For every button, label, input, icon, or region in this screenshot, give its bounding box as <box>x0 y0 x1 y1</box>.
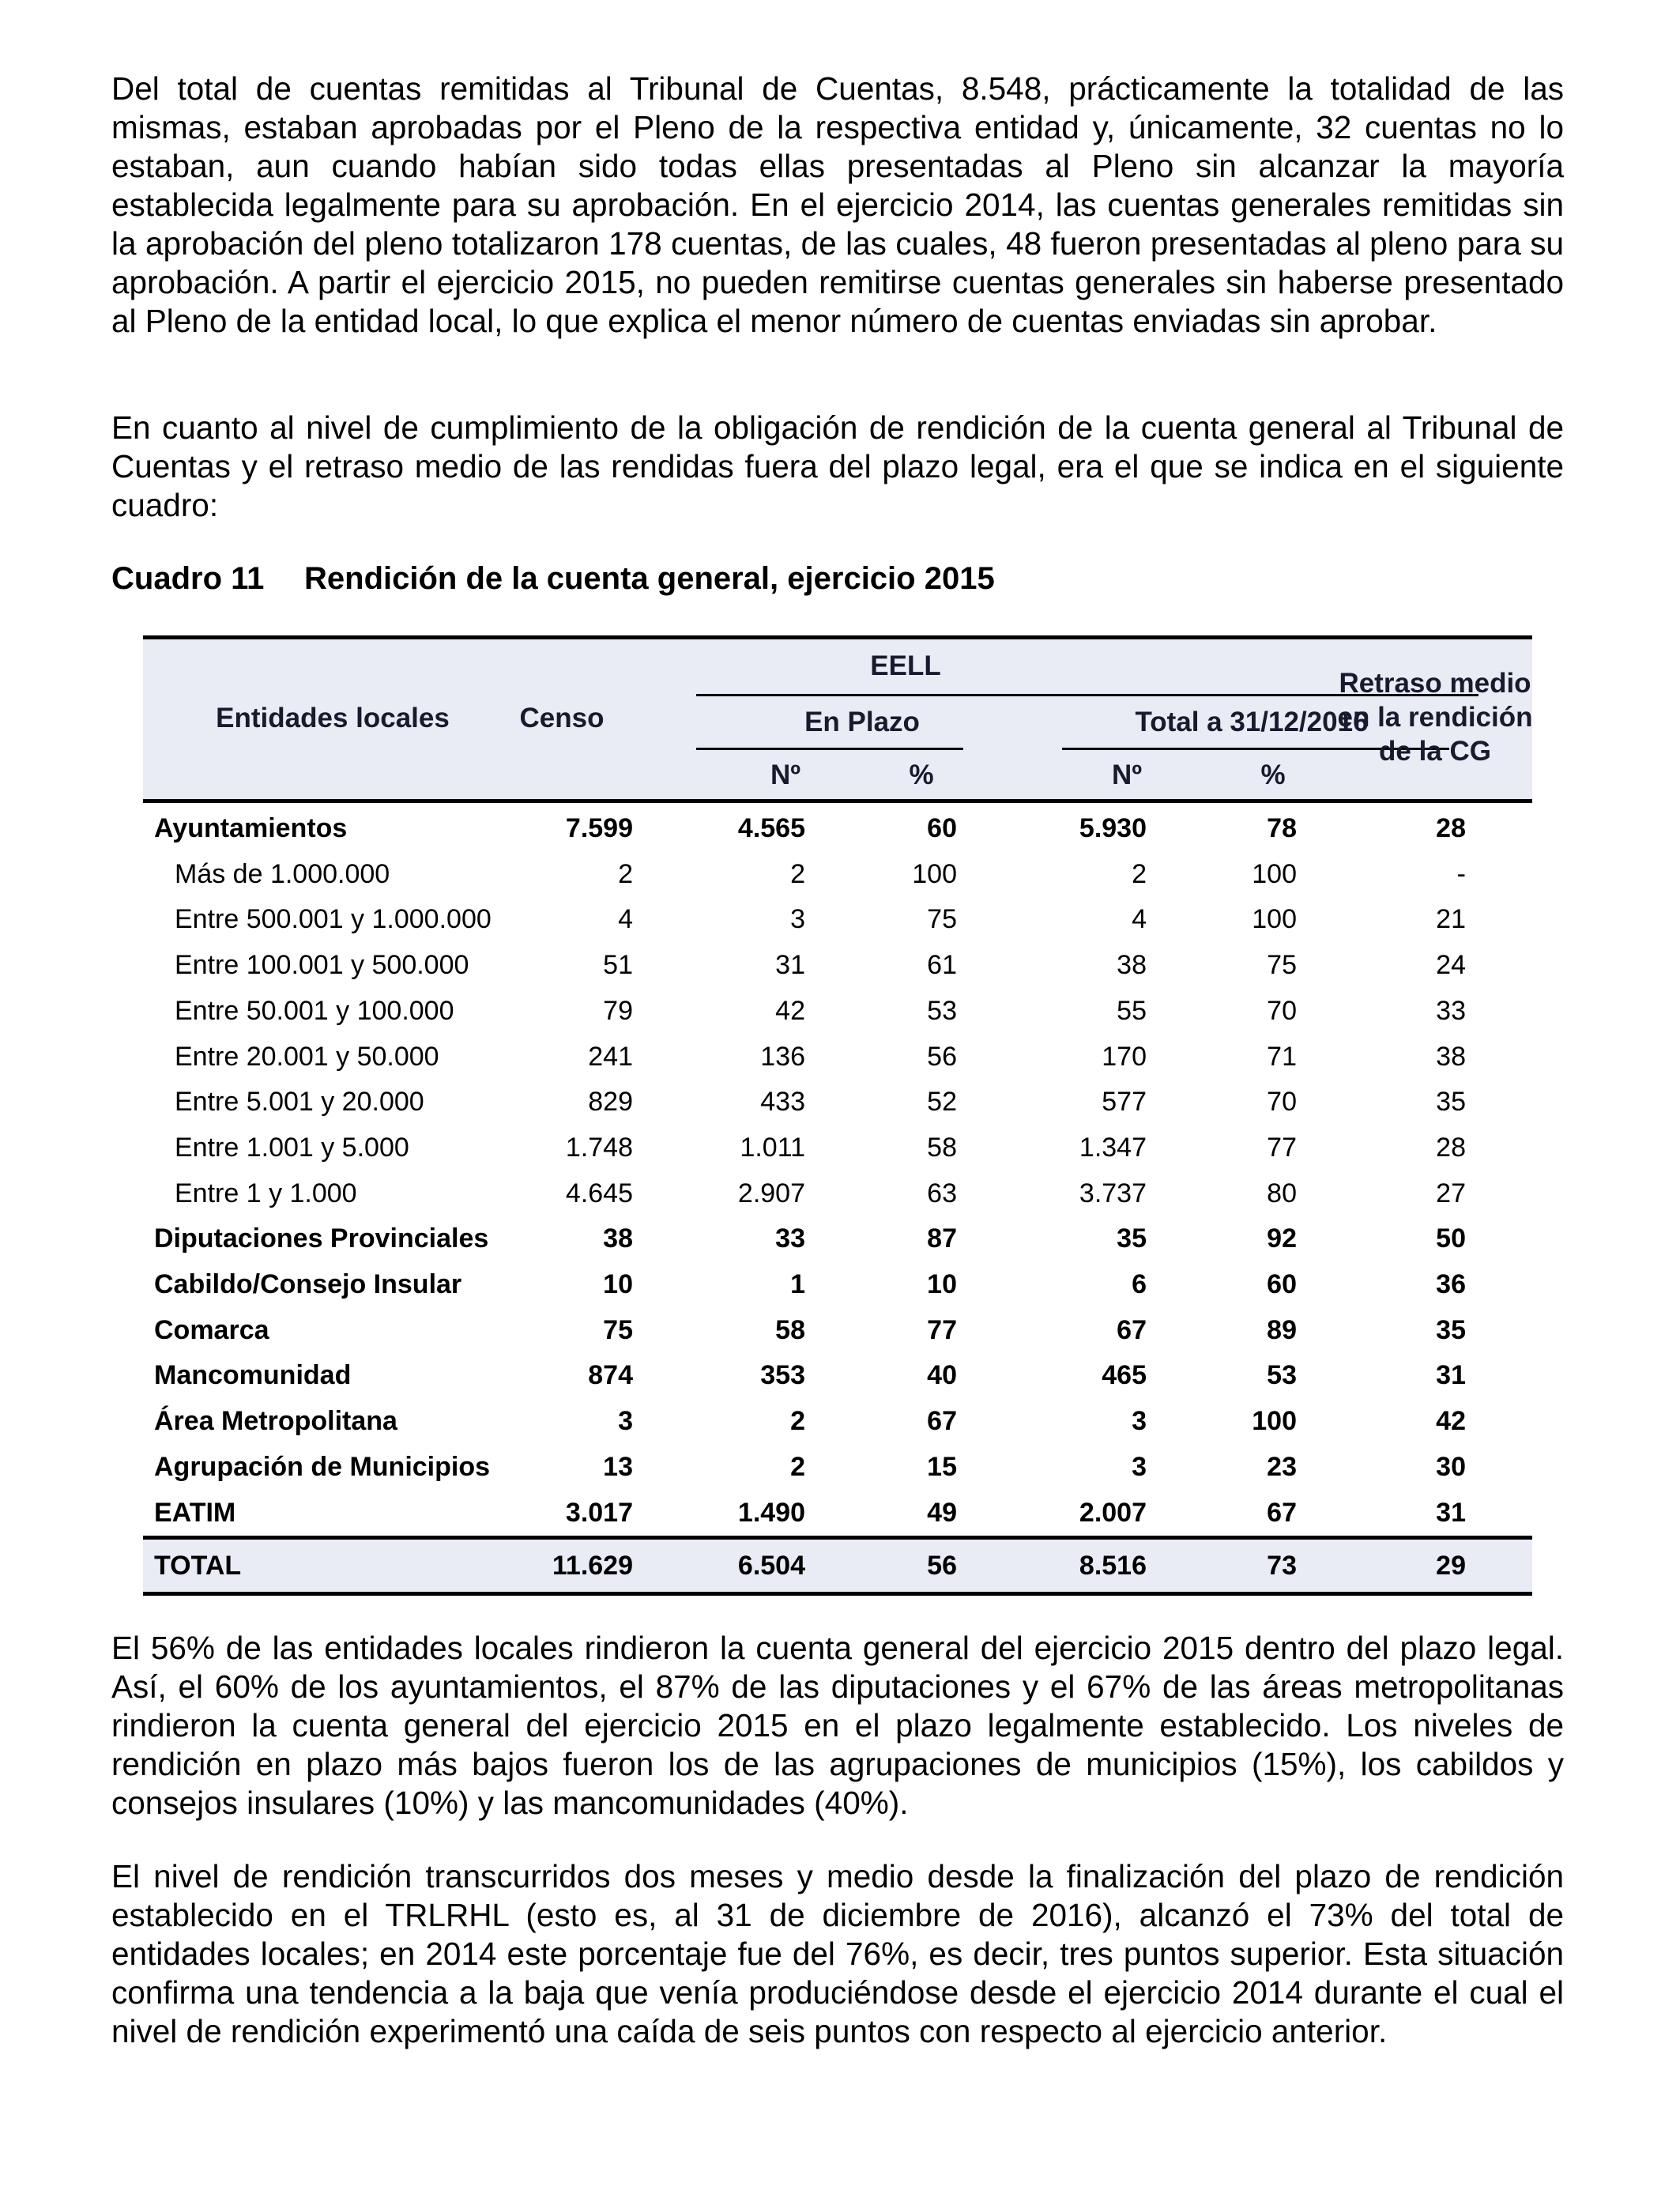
row-label: Cabildo/Consejo Insular <box>154 1269 462 1299</box>
header-pct-plazo: % <box>909 760 934 790</box>
cell-retraso: 38 <box>1436 1041 1466 1072</box>
cell-total-p: 89 <box>1267 1314 1297 1345</box>
cell-plazo-n: 58 <box>775 1314 805 1345</box>
cell-plazo-n: 42 <box>775 995 805 1026</box>
table-row <box>143 1491 1532 1536</box>
cell-censo: 7.599 <box>565 813 633 843</box>
header-pct-total: % <box>1260 760 1286 790</box>
table-row <box>143 1445 1532 1490</box>
table-row <box>143 1308 1532 1353</box>
table-row <box>143 1080 1532 1125</box>
cell-censo: 3 <box>618 1406 633 1437</box>
cell-total-n: 4 <box>1132 904 1147 935</box>
total-censo: 11.629 <box>552 1551 633 1581</box>
table-row <box>143 897 1532 942</box>
cell-total-p: 53 <box>1267 1360 1297 1391</box>
cell-plazo-n: 136 <box>760 1041 805 1072</box>
cell-retraso: 42 <box>1436 1406 1466 1437</box>
header-eell: EELL <box>870 650 941 681</box>
cell-plazo-p: 100 <box>912 858 957 889</box>
cell-retraso: 50 <box>1436 1223 1466 1254</box>
cell-plazo-p: 53 <box>927 995 957 1026</box>
header-en-plazo-rule <box>696 748 963 750</box>
cell-plazo-n: 1.011 <box>740 1132 805 1163</box>
table-row <box>143 1035 1532 1080</box>
cell-retraso: 31 <box>1436 1360 1466 1391</box>
cell-plazo-n: 1.490 <box>737 1497 805 1528</box>
cell-censo: 4.645 <box>565 1178 633 1208</box>
cell-total-p: 70 <box>1267 995 1297 1026</box>
cell-plazo-n: 31 <box>775 950 805 981</box>
table-row <box>143 1353 1532 1398</box>
cell-censo: 3.017 <box>565 1497 633 1528</box>
cell-retraso: 28 <box>1436 813 1466 843</box>
cell-plazo-p: 40 <box>927 1360 957 1391</box>
cell-censo: 13 <box>603 1451 633 1482</box>
table-row <box>143 943 1532 988</box>
header-retraso-3: de la CG <box>1379 736 1491 767</box>
cell-total-p: 60 <box>1267 1269 1297 1299</box>
cell-plazo-p: 61 <box>927 950 957 981</box>
row-label: Ayuntamientos <box>154 813 348 843</box>
cell-censo: 75 <box>603 1314 633 1345</box>
row-label: Entre 1 y 1.000 <box>175 1178 357 1208</box>
cell-total-n: 3.737 <box>1079 1178 1147 1208</box>
total-plazo-n: 6.504 <box>737 1551 805 1581</box>
cell-plazo-p: 58 <box>927 1132 957 1163</box>
table-row <box>143 989 1532 1034</box>
cell-total-p: 100 <box>1252 858 1297 889</box>
total-label: TOTAL <box>154 1551 242 1581</box>
table-caption <box>111 561 995 597</box>
cell-retraso: 24 <box>1436 950 1466 981</box>
cell-censo: 79 <box>603 995 633 1026</box>
cell-censo: 874 <box>588 1360 633 1391</box>
header-num-plazo: Nº <box>770 760 801 790</box>
table-row <box>143 1262 1532 1307</box>
table-row <box>143 852 1532 897</box>
cell-total-n: 2.007 <box>1079 1497 1147 1528</box>
cell-plazo-n: 2 <box>790 858 805 889</box>
cell-total-n: 35 <box>1117 1223 1147 1254</box>
cell-total-n: 170 <box>1102 1041 1147 1072</box>
table-header <box>143 635 1532 803</box>
cell-censo: 38 <box>603 1223 633 1254</box>
cell-censo: 4 <box>618 904 633 935</box>
header-censo: Censo <box>519 703 605 733</box>
cell-plazo-n: 1 <box>790 1269 805 1299</box>
header-num-total: Nº <box>1111 760 1143 790</box>
cell-retraso: 28 <box>1436 1132 1466 1163</box>
cell-total-n: 465 <box>1102 1360 1147 1391</box>
caption-title: Rendición de la cuenta general, ejercicio 2015 <box>304 561 995 596</box>
paragraph-4: El nivel de rendición transcurridos dos meses y medio desde la finalización del plazo de rendición establecido en el TRLRHL (esto es, al 31 de diciembre de 2016), alcanzó el 73% del total de entidades locales; en 2014 este porcentaje fue del 76%, es decir, tres puntos superior. Esta situación confirma una tendencia a la baja que venía produciéndose desde el ejercicio 2014 durante el cual el nivel de rendición experimentó una caída de seis puntos con respecto al ejercicio anterior. <box>111 1858 1564 2049</box>
row-label: Entre 50.001 y 100.000 <box>175 995 454 1026</box>
cell-plazo-p: 52 <box>927 1087 957 1118</box>
total-retraso: 29 <box>1436 1551 1466 1581</box>
cell-plazo-p: 10 <box>927 1269 957 1299</box>
cell-total-p: 67 <box>1267 1497 1297 1528</box>
cell-retraso: 30 <box>1436 1451 1466 1482</box>
table-row <box>143 806 1532 851</box>
cell-plazo-n: 3 <box>790 904 805 935</box>
cell-retraso: 21 <box>1436 904 1466 935</box>
cell-total-n: 577 <box>1102 1087 1147 1118</box>
cell-censo: 241 <box>588 1041 633 1072</box>
cell-total-p: 77 <box>1267 1132 1297 1163</box>
cell-plazo-p: 63 <box>927 1178 957 1208</box>
cell-censo: 1.748 <box>565 1132 633 1163</box>
cell-retraso: 35 <box>1436 1087 1466 1118</box>
table-row <box>143 1125 1532 1171</box>
cell-total-p: 23 <box>1267 1451 1297 1482</box>
cell-retraso: 36 <box>1436 1269 1466 1299</box>
cell-plazo-p: 67 <box>927 1406 957 1437</box>
total-total-p: 73 <box>1267 1551 1297 1581</box>
cell-censo: 2 <box>618 858 633 889</box>
row-label: Diputaciones Provinciales <box>154 1223 489 1254</box>
header-entidades: Entidades locales <box>216 703 450 733</box>
cell-total-p: 100 <box>1252 904 1297 935</box>
rendicion-table <box>143 635 1532 1596</box>
row-label: EATIM <box>154 1497 236 1528</box>
cell-plazo-p: 60 <box>927 813 957 843</box>
row-label: Área Metropolitana <box>154 1406 397 1437</box>
cell-plazo-n: 33 <box>775 1223 805 1254</box>
cell-total-n: 67 <box>1117 1314 1147 1345</box>
cell-total-n: 1.347 <box>1079 1132 1147 1163</box>
header-total-fecha: Total a 31/12/2016 <box>1135 707 1369 737</box>
cell-plazo-n: 353 <box>760 1360 805 1391</box>
cell-plazo-p: 77 <box>927 1314 957 1345</box>
header-retraso-2: en la rendición <box>1337 702 1533 733</box>
row-label: Entre 5.001 y 20.000 <box>175 1087 424 1118</box>
cell-total-n: 55 <box>1117 995 1147 1026</box>
cell-censo: 10 <box>603 1269 633 1299</box>
cell-retraso: 35 <box>1436 1314 1466 1345</box>
cell-total-n: 3 <box>1132 1451 1147 1482</box>
cell-total-p: 80 <box>1267 1178 1297 1208</box>
cell-plazo-n: 4.565 <box>737 813 805 843</box>
cell-censo: 51 <box>603 950 633 981</box>
table-row <box>143 1399 1532 1444</box>
row-label: Entre 20.001 y 50.000 <box>175 1041 439 1072</box>
table-row <box>143 1171 1532 1216</box>
row-label: Entre 500.001 y 1.000.000 <box>175 904 492 935</box>
row-label: Entre 1.001 y 5.000 <box>175 1132 409 1163</box>
cell-total-p: 75 <box>1267 950 1297 981</box>
row-label: Entre 100.001 y 500.000 <box>175 950 469 981</box>
cell-total-n: 5.930 <box>1079 813 1147 843</box>
cell-total-n: 38 <box>1117 950 1147 981</box>
header-en-plazo: En Plazo <box>804 707 920 737</box>
cell-total-n: 6 <box>1132 1269 1147 1299</box>
cell-total-n: 2 <box>1132 858 1147 889</box>
cell-retraso: 27 <box>1436 1178 1466 1208</box>
row-label: Más de 1.000.000 <box>175 858 390 889</box>
cell-plazo-p: 75 <box>927 904 957 935</box>
cell-total-p: 100 <box>1252 1406 1297 1437</box>
paragraph-3: El 56% de las entidades locales rindieron la cuenta general del ejercicio 2015 dentro del plazo legal. Así, el 60% de los ayuntamientos, el 87% de las diputaciones y el 67% de las áreas metropolitanas rindieron la cuenta general del ejercicio 2015 en el plazo legalmente establecido. Los niveles de rendición en plazo más bajos fueron los de las agrupaciones de municipios (15%), los cabildos y consejos insulares (10%) y las mancomunidades (40%). <box>111 1630 1564 1821</box>
total-plazo-p: 56 <box>927 1551 957 1581</box>
cell-total-p: 71 <box>1267 1041 1297 1072</box>
cell-total-p: 78 <box>1267 813 1297 843</box>
paragraph-1: Del total de cuentas remitidas al Tribunal de Cuentas, 8.548, prácticamente la totalidad de las mismas, estaban aprobadas por el Pleno de la respectiva entidad y, únicamente, 32 cuentas no lo estaban, aun cuando habían sido todas ellas presentadas al Pleno sin alcanzar la mayoría establecida legalmente para su aprobación. En el ejercicio 2014, las cuentas generales remitidas sin la aprobación del pleno totalizaron 178 cuentas, de las cuales, 48 fueron presentadas al pleno para su aprobación. A partir el ejercicio 2015, no pueden remitirse cuentas generales sin haberse presentado al Pleno de la entidad local, lo que explica el menor número de cuentas enviadas sin aprobar. <box>111 70 1564 339</box>
paragraph-2: En cuanto al nivel de cumplimiento de la obligación de rendición de la cuenta general al Tribunal de Cuentas y el retraso medio de las rendidas fuera del plazo legal, era el que se indica en el siguiente cuadro: <box>111 409 1564 523</box>
table-row <box>143 1216 1532 1261</box>
cell-plazo-p: 56 <box>927 1041 957 1072</box>
cell-censo: 829 <box>588 1087 633 1118</box>
cell-retraso: - <box>1456 858 1466 889</box>
total-total-n: 8.516 <box>1079 1551 1147 1581</box>
cell-plazo-p: 15 <box>927 1451 957 1482</box>
cell-retraso: 31 <box>1436 1497 1466 1528</box>
row-label: Mancomunidad <box>154 1360 352 1391</box>
cell-total-n: 3 <box>1132 1406 1147 1437</box>
header-retraso-1: Retraso medio <box>1339 668 1531 699</box>
cell-total-p: 70 <box>1267 1087 1297 1118</box>
cell-plazo-n: 2 <box>790 1451 805 1482</box>
cell-plazo-n: 2.907 <box>737 1178 805 1208</box>
cell-plazo-n: 433 <box>760 1087 805 1118</box>
cell-plazo-p: 49 <box>927 1497 957 1528</box>
caption-number: Cuadro 11 <box>111 561 265 596</box>
cell-retraso: 33 <box>1436 995 1466 1026</box>
row-label: Comarca <box>154 1314 269 1345</box>
cell-plazo-p: 87 <box>927 1223 957 1254</box>
table-total-row <box>143 1536 1532 1596</box>
row-label: Agrupación de Municipios <box>154 1451 491 1482</box>
cell-total-p: 92 <box>1267 1223 1297 1254</box>
cell-plazo-n: 2 <box>790 1406 805 1437</box>
